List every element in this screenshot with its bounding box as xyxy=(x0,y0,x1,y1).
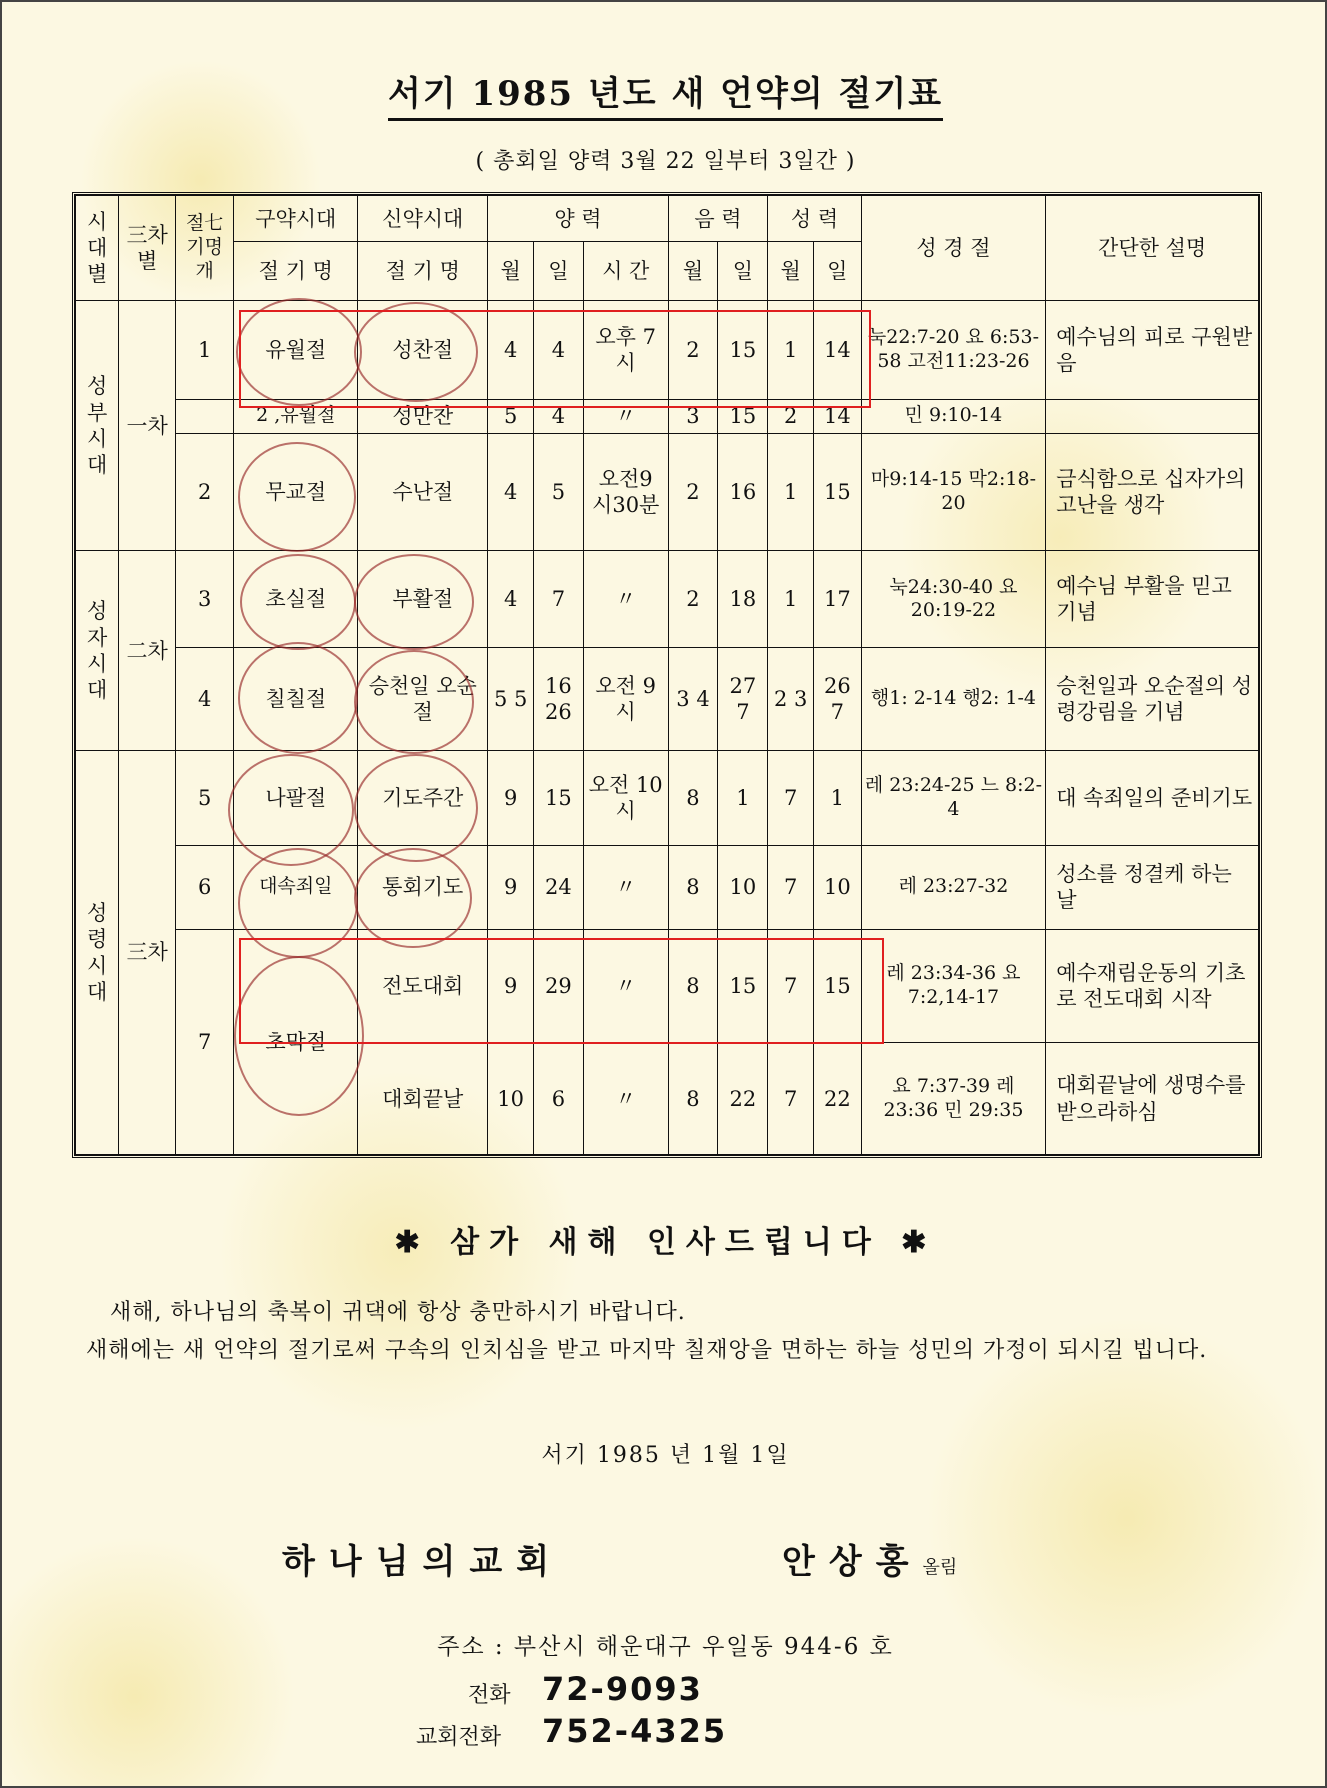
solar-time: 〃 xyxy=(583,551,668,648)
header-sacred: 성 력 xyxy=(768,196,861,242)
solar-time: 〃 xyxy=(583,399,668,433)
nt-festival: 대회끝날 xyxy=(358,1043,488,1155)
lunar-month: 2 xyxy=(668,301,718,400)
solar-time: 오전 10시 xyxy=(583,751,668,846)
sacred-month: 1 xyxy=(768,551,814,648)
pastor-name: 안상홍 xyxy=(782,1542,923,1582)
sacred-day: 15 xyxy=(813,433,861,551)
nt-festival: 승천일 오순절 xyxy=(358,648,488,751)
lunar-day: 15 xyxy=(718,929,768,1043)
ink-circle xyxy=(354,754,478,862)
sacred-month: 7 xyxy=(768,751,814,846)
header-lunar: 음 력 xyxy=(668,196,768,242)
ot-festival: 초실절 xyxy=(234,551,358,648)
ot-festival: 2 ,유월절 xyxy=(234,399,358,433)
solar-month: 5 5 xyxy=(488,648,534,751)
ot-festival: 나팔절 xyxy=(234,751,358,846)
solar-month: 5 xyxy=(488,399,534,433)
header-solar: 양 력 xyxy=(488,196,668,242)
lunar-month: 3 4 xyxy=(668,648,718,751)
document-subtitle: ( 총회일 양력 3월 22 일부터 3일간 ) xyxy=(475,149,856,174)
scripture-cell: 눅22:7-20 요 6:53-58 고전11:23-26 xyxy=(861,301,1046,400)
scripture-cell: 요 7:37-39 레 23:36 민 29:35 xyxy=(861,1043,1046,1155)
solar-month: 9 xyxy=(488,751,534,846)
sacred-month: 1 xyxy=(768,301,814,400)
greeting-message xyxy=(86,1294,1266,1370)
ot-festival: 칠칠절 xyxy=(234,648,358,751)
solar-day: 29 xyxy=(533,929,583,1043)
sacred-day: 15 xyxy=(813,929,861,1043)
lunar-day: 27 7 xyxy=(718,648,768,751)
solar-day: 6 xyxy=(533,1043,583,1155)
festival-number: 3 xyxy=(175,551,234,648)
lunar-day: 1 xyxy=(718,751,768,846)
header-sacred-month: 월 xyxy=(768,242,814,301)
nt-festival: 통회기도 xyxy=(358,845,488,929)
pastor-suffix: 올림 xyxy=(922,1557,958,1578)
lunar-month: 8 xyxy=(668,1043,718,1155)
lunar-month: 8 xyxy=(668,845,718,929)
ot-festival: 대속죄일 xyxy=(234,845,358,929)
sacred-month: 2 3 xyxy=(768,648,814,751)
scripture-cell: 레 23:24-25 느 8:2-4 xyxy=(861,751,1046,846)
description-cell: 예수님 부활을 믿고 기념 xyxy=(1046,551,1259,648)
contact-block xyxy=(2,1672,1327,1762)
solar-month: 4 xyxy=(488,301,534,400)
festival-number xyxy=(175,399,234,433)
header-count: 절七기명개 xyxy=(175,196,234,301)
description-cell: 예수재림운동의 기초로 전도대회 시작 xyxy=(1046,929,1259,1043)
description-cell xyxy=(1046,399,1259,433)
festival-number: 5 xyxy=(175,751,234,846)
ink-circle xyxy=(354,848,472,948)
sacred-day: 14 xyxy=(813,301,861,400)
description-cell: 성소를 정결케 하는 날 xyxy=(1046,845,1259,929)
solar-time: 〃 xyxy=(583,1043,668,1155)
era-cell: 성자시대 xyxy=(76,551,119,751)
solar-time: 오전9 시30분 xyxy=(583,433,668,551)
header-description: 간단한 설명 xyxy=(1046,196,1259,301)
festival-number: 1 xyxy=(175,301,234,400)
nt-festival: 부활절 xyxy=(358,551,488,648)
sacred-day: 1 xyxy=(813,751,861,846)
solar-day: 24 xyxy=(533,845,583,929)
scripture-cell: 마9:14-15 막2:18-20 xyxy=(861,433,1046,551)
festival-number: 7 xyxy=(175,929,234,1154)
lunar-month: 2 xyxy=(668,433,718,551)
stage-cell: 一차 xyxy=(119,301,175,551)
church-phone-number: 752-4325 xyxy=(542,1712,728,1750)
header-sacred-day: 일 xyxy=(813,242,861,301)
church-address: 주소 : 부산시 해운대구 우일동 944-6 호 xyxy=(437,1634,894,1660)
lunar-day: 18 xyxy=(718,551,768,648)
header-ot-era: 구약시대 xyxy=(234,196,358,242)
church-name: 하나님의교회 xyxy=(282,1542,564,1582)
new-year-greeting: ✱ 삼가 새해 인사드립니다 ✱ xyxy=(394,1225,937,1260)
header-nt-name: 절 기 명 xyxy=(358,242,488,301)
solar-day: 16 26 xyxy=(533,648,583,751)
lunar-day: 16 xyxy=(718,433,768,551)
description-cell: 예수님의 피로 구원받음 xyxy=(1046,301,1259,400)
solar-time: 〃 xyxy=(583,929,668,1043)
solar-month: 4 xyxy=(488,433,534,551)
sacred-month: 7 xyxy=(768,1043,814,1155)
lunar-day: 15 xyxy=(718,301,768,400)
header-scripture: 성 경 절 xyxy=(861,196,1046,301)
header-ot-name: 절 기 명 xyxy=(234,242,358,301)
stage-cell: 三차 xyxy=(119,751,175,1155)
ot-festival: 무교절 xyxy=(234,433,358,551)
header-lunar-day: 일 xyxy=(718,242,768,301)
solar-month: 9 xyxy=(488,845,534,929)
solar-time: 오전 9시 xyxy=(583,648,668,751)
header-era: 시대별 xyxy=(76,196,119,301)
description-cell: 승천일과 오순절의 성령강림을 기념 xyxy=(1046,648,1259,751)
header-stage: 三차별 xyxy=(119,196,175,301)
sacred-month: 7 xyxy=(768,929,814,1043)
document-title: 서기 1985 년도 새 언약의 절기표 xyxy=(2,66,1327,115)
phone-number: 72-9093 xyxy=(542,1670,703,1708)
message-line: 새해에는 새 언약의 절기로써 구속의 인치심을 받고 마지막 칠재앙을 면하는 하늘 성민의 가정이 되시길 빕니다. xyxy=(86,1338,1208,1363)
scripture-cell: 눅24:30-40 요20:19-22 xyxy=(861,551,1046,648)
ink-circle xyxy=(354,554,474,650)
nt-festival: 수난절 xyxy=(358,433,488,551)
scripture-cell: 레 23:27-32 xyxy=(861,845,1046,929)
solar-day: 4 xyxy=(533,301,583,400)
nt-festival: 성찬절 xyxy=(358,301,488,400)
nt-festival: 기도주간 xyxy=(358,751,488,846)
festival-number: 4 xyxy=(175,648,234,751)
festival-number: 2 xyxy=(175,433,234,551)
scripture-cell: 행1: 2-14 행2: 1-4 xyxy=(861,648,1046,751)
solar-month: 4 xyxy=(488,551,534,648)
message-line: 새해, 하나님의 축복이 귀댁에 항상 충만하시기 바랍니다. xyxy=(110,1300,686,1325)
ink-circle xyxy=(238,642,358,754)
lunar-month: 8 xyxy=(668,929,718,1043)
solar-month: 9 xyxy=(488,929,534,1043)
sacred-month: 1 xyxy=(768,433,814,551)
header-solar-month: 월 xyxy=(488,242,534,301)
solar-day: 5 xyxy=(533,433,583,551)
lunar-month: 2 xyxy=(668,551,718,648)
header-solar-time: 시 간 xyxy=(583,242,668,301)
solar-day: 7 xyxy=(533,551,583,648)
solar-day: 4 xyxy=(533,399,583,433)
description-cell: 대 속죄일의 준비기도 xyxy=(1046,751,1259,846)
church-phone-label: 교회전화 xyxy=(416,1725,502,1750)
lunar-month: 8 xyxy=(668,751,718,846)
sacred-day: 17 xyxy=(813,551,861,648)
lunar-day: 10 xyxy=(718,845,768,929)
phone-label: 전화 xyxy=(468,1683,511,1708)
sacred-month: 7 xyxy=(768,845,814,929)
scripture-cell: 민 9:10-14 xyxy=(861,399,1046,433)
lunar-day: 15 xyxy=(718,399,768,433)
sacred-day: 14 xyxy=(813,399,861,433)
sacred-day: 10 xyxy=(813,845,861,929)
sacred-day: 26 7 xyxy=(813,648,861,751)
nt-festival: 전도대회 xyxy=(358,929,488,1043)
festival-number: 6 xyxy=(175,845,234,929)
highlight-box xyxy=(239,938,884,1044)
ink-circle xyxy=(240,554,356,650)
issue-date: 서기 1985 년 1월 1일 xyxy=(541,1443,790,1468)
description-cell: 금식함으로 십자가의 고난을 생각 xyxy=(1046,433,1259,551)
lunar-month: 3 xyxy=(668,399,718,433)
header-nt-era: 신약시대 xyxy=(358,196,488,242)
ot-festival: 초막절 xyxy=(234,929,358,1154)
sacred-day: 22 xyxy=(813,1043,861,1155)
header-lunar-month: 월 xyxy=(668,242,718,301)
ot-festival: 유월절 xyxy=(234,301,358,400)
era-cell: 성부시대 xyxy=(76,301,119,551)
lunar-day: 22 xyxy=(718,1043,768,1155)
scripture-cell: 레 23:34-36 요 7:2,14-17 xyxy=(861,929,1046,1043)
solar-month: 10 xyxy=(488,1043,534,1155)
ink-circle xyxy=(238,442,356,552)
solar-time: 오후 7시 xyxy=(583,301,668,400)
sacred-month: 2 xyxy=(768,399,814,433)
highlight-box xyxy=(239,310,871,408)
ink-circle xyxy=(354,650,474,754)
nt-festival: 성만찬 xyxy=(358,399,488,433)
solar-day: 15 xyxy=(533,751,583,846)
era-cell: 성령시대 xyxy=(76,751,119,1155)
stage-cell: 二차 xyxy=(119,551,175,751)
solar-time: 〃 xyxy=(583,845,668,929)
header-solar-day: 일 xyxy=(533,242,583,301)
description-cell: 대회끝날에 생명수를 받으라하심 xyxy=(1046,1043,1259,1155)
pastor-signature xyxy=(782,1534,957,1583)
